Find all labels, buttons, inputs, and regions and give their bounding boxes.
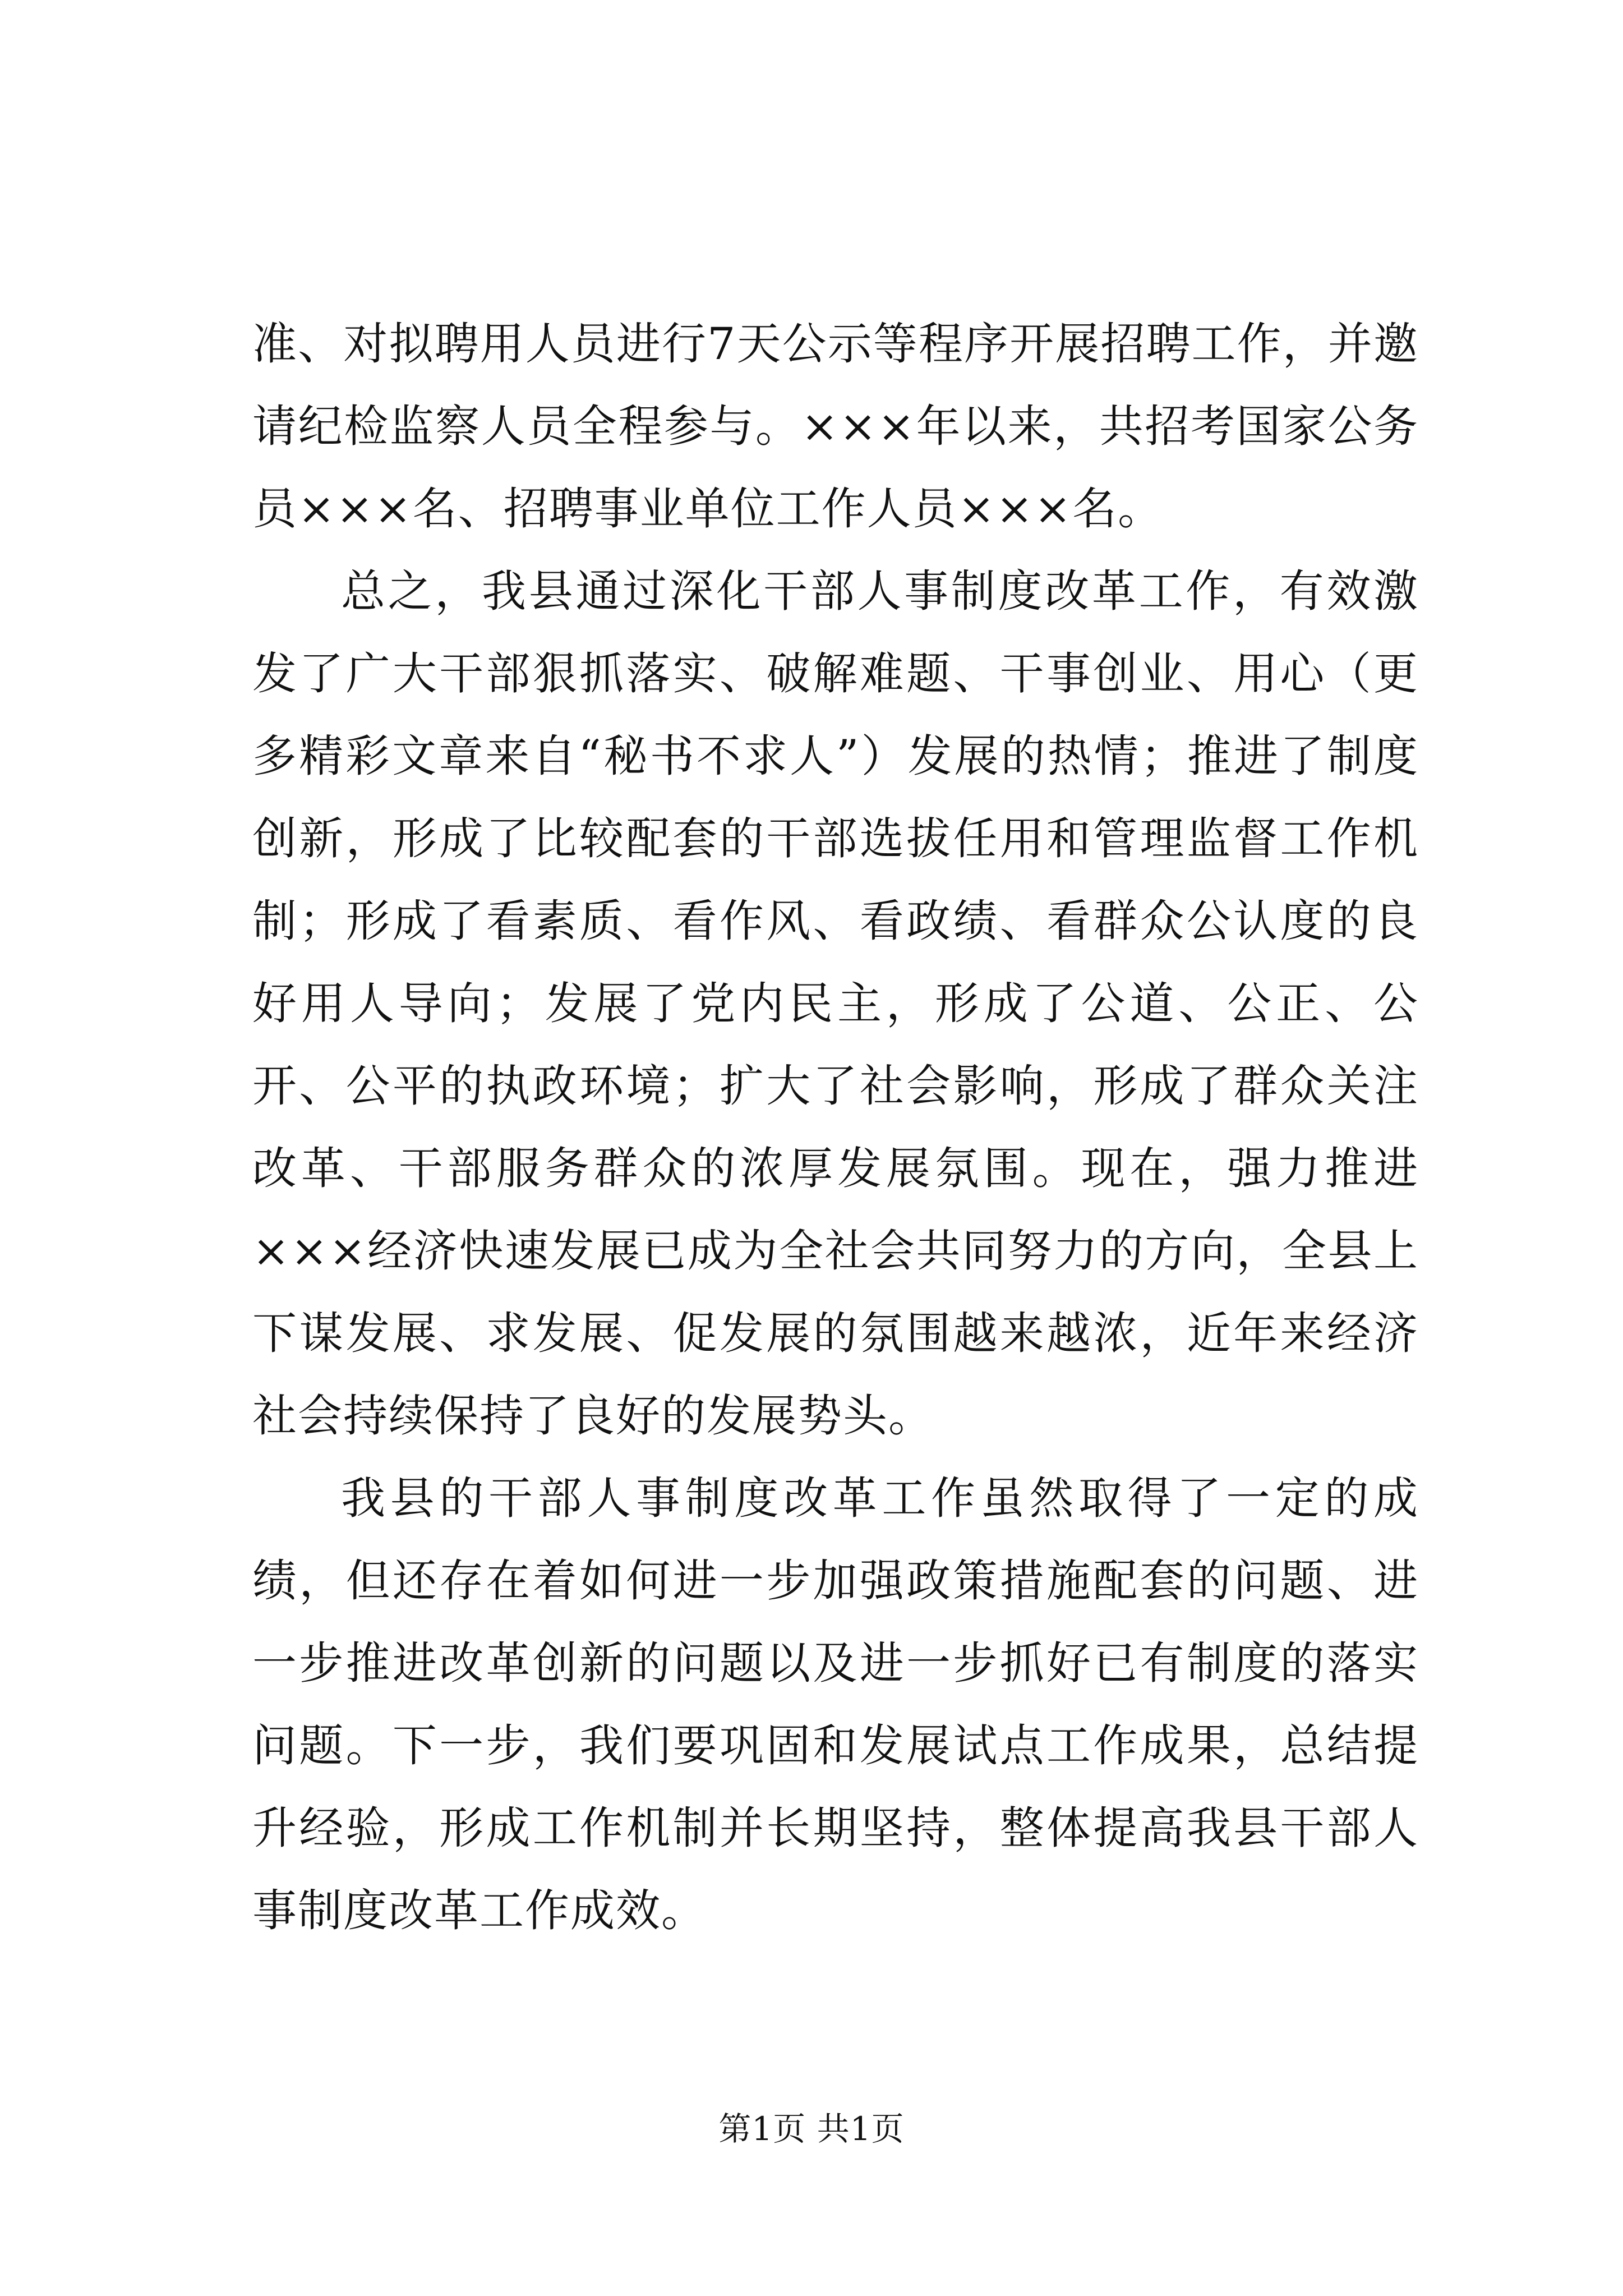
- page-footer: 第1页 共1页: [718, 2110, 905, 2148]
- paragraph-1: 准、对拟聘用人员进行7天公示等程序开展招聘工作，并邀请纪检监察人员全程参与。×××年以来，共招考国家公务员×××名、招聘事业单位工作人员×××名。: [252, 318, 1419, 535]
- document-body: [252, 303, 1419, 1952]
- paragraph-2: 总之，我县通过深化干部人事制度改革工作，有效激发了广大干部狠抓落实、破解难题、干事创业、用心（更多精彩文章来自“秘书不求人”）发展的热情；推进了制度创新，形成了比较配套的干部选拔任用和管理监督工作机制；形成了看素质、看作风、看政绩、看群众公认度的良好用人导向；发展了党内民主，形成了公道、公正、公开、公平的执政环境；扩大了社会影响，形成了群众关注改革、干部服务群众的浓厚发展氛围。现在，强力推进×××经济快速发展已成为全社会共同努力的方向，全县上下谋发展、求发展、促发展的氛围越来越浓，近年来经济社会持续保持了良好的发展势头。: [252, 565, 1419, 1442]
- paragraph-3: 我县的干部人事制度改革工作虽然取得了一定的成绩，但还存在着如何进一步加强政策措施配套的问题、进一步推进改革创新的问题以及进一步抓好已有制度的落实问题。下一步，我们要巩固和发展试点工作成果，总结提升经验，形成工作机制并长期坚持，整体提高我县干部人事制度改革工作成效。: [252, 1473, 1419, 1936]
